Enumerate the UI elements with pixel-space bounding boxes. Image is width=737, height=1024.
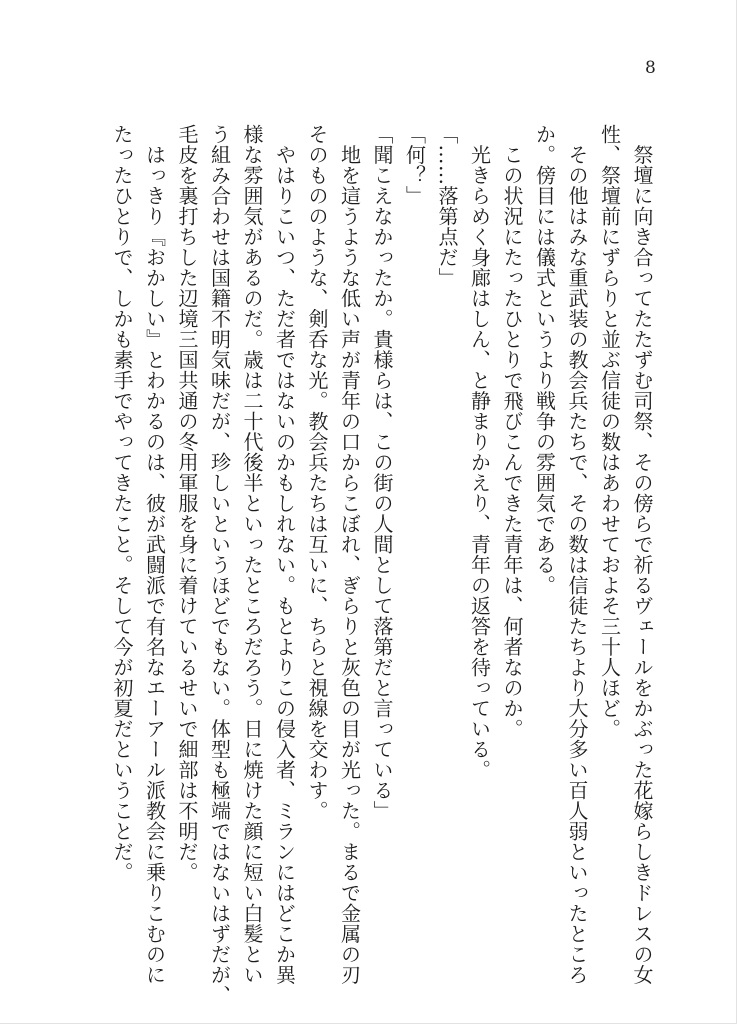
page-number: 8	[645, 58, 656, 78]
text-line: か。傍目には儀式というより戦争の雰囲気である。	[532, 124, 557, 596]
text-line: 「……落第点だ」	[435, 124, 459, 288]
text-line: この状況にたったひとりで飛びこんできた青年は、何者なのか。	[500, 124, 524, 739]
text-line: 様な雰囲気があるのだ。歳は二十代後半といったところだろう。日に焼けた顔に短い白髪とい	[240, 124, 264, 985]
text-line: その他はみな重武装の教会兵たちで、その数は信徒たちより大分多い百人弱といったところ	[565, 124, 589, 985]
text-line: 祭壇に向き合ってたたずむ司祭、その傍らで祈るヴェールをかぶった花嫁らしきドレスの女	[630, 124, 654, 985]
text-line: はっきり『おかしい』とわかるのは、彼が武闘派で有名なエーアール派教会に乗りこむのに	[142, 124, 167, 985]
text-line: う組み合わせは国籍不明気味だが、珍しいというほどでもない。体型も極端ではないはずだが、	[207, 124, 232, 1006]
text-line: 性、祭壇前にずらりと並ぶ信徒の数はあわせておよそ三十人ほど。	[597, 124, 622, 739]
text-line: 光きらめく身廊はしん、と静まりかえり、青年の返答を待っている。	[467, 124, 492, 780]
text-line: たったひとりで、しかも素手でやってきたこと。そして今が初夏だということだ。	[110, 124, 134, 883]
text-line: やはりこいつ、ただ者ではないのかもしれない。もとよりこの侵入者、ミランにはどこか異	[272, 124, 297, 985]
body-text	[106, 124, 659, 1006]
text-line: 「何？」	[402, 124, 427, 206]
text-line: 地を這うような低い声が青年の口からこぼれ、ぎらりと灰色の目が光った。まるで金属の刃	[337, 124, 362, 985]
text-line: 毛皮を裏打ちした辺境三国共通の冬用軍服を身に着けているせいで細部は不明だ。	[175, 124, 199, 883]
text-line: そのもののような、剣呑な光。教会兵たちは互いに、ちらと視線を交わす。	[305, 124, 329, 821]
text-line: 「聞こえなかったか。貴様らは、この街の人間として落第だと言っている」	[370, 124, 394, 821]
